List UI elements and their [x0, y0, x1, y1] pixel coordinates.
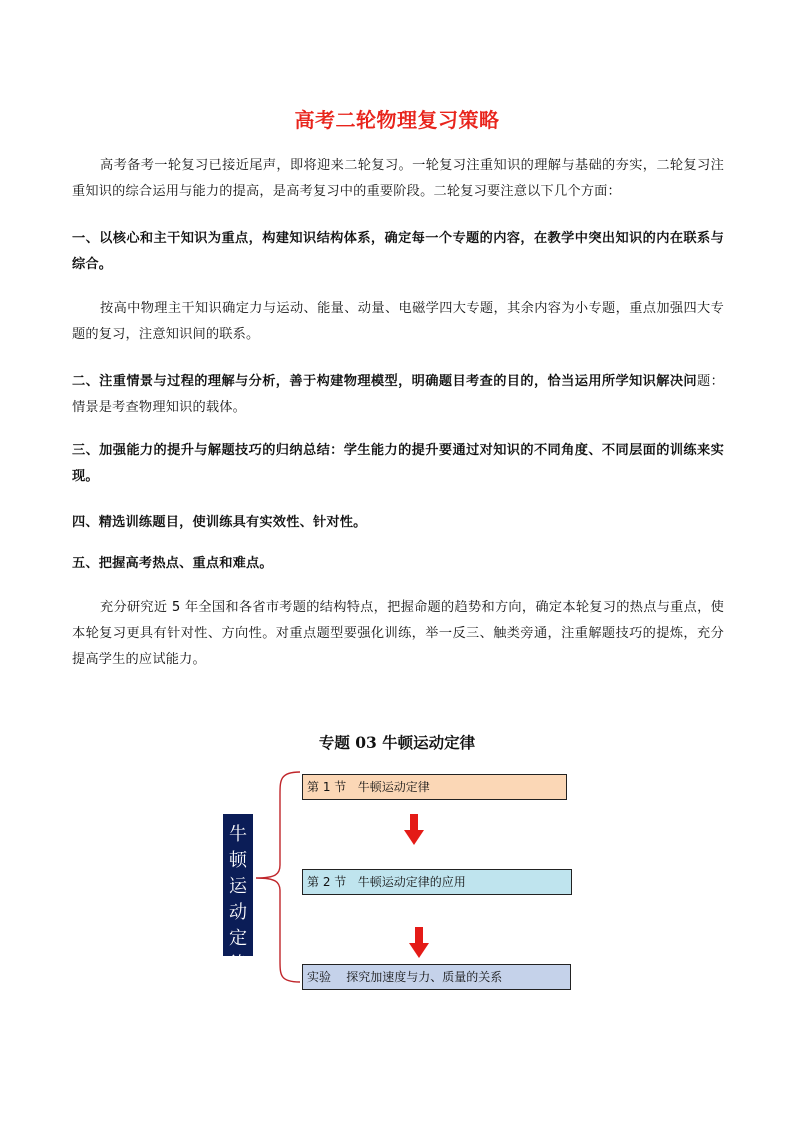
down-arrow-icon: [404, 814, 424, 846]
section-box-3: 实验 探究加速度与力、质量的关系: [302, 964, 571, 990]
point5: 五、把握高考热点、重点和难点。: [72, 556, 273, 571]
vertical-char: 顿: [229, 850, 247, 871]
point3: 三、加强能力的提升与解题技巧的归纳总结：学生能力的提升要通过对知识的不同角度、不同层面的训练来实现。: [72, 443, 724, 484]
point2-heading: 二、注重情景与过程的理解与分析，善于构建物理模型，明确题目考查的目的，恰当运用所学知识解决问: [72, 374, 698, 389]
point1-body: 按高中物理主干知识确定力与运动、能量、动量、电磁学四大专题，其余内容为小专题，重点加强四大专题的复习，注意知识间的联系。: [72, 301, 724, 342]
vertical-char: 运: [229, 876, 247, 897]
closing-paragraph: 充分研究近 5 年全国和各省市考题的结构特点，把握命题的趋势和方向，确定本轮复习的热点与重点，使本轮复习更具有针对性、方向性。对重点题型要强化训练，举一反三、触类旁通，注重解题技巧的提炼，充分提高学生的应试能力。: [72, 600, 724, 667]
vertical-char: 牛: [229, 824, 247, 845]
vertical-char: 定: [229, 928, 247, 949]
document-title: 高考二轮物理复习策略: [294, 108, 500, 132]
vertical-char: 动: [229, 902, 247, 923]
down-arrow-icon: [409, 927, 429, 959]
point1-heading: 一、以核心和主干知识为重点，构建知识结构体系，确定每一个专题的内容，在教学中突出知识的内在联系与综合。: [72, 231, 724, 272]
brace-connector: [254, 770, 304, 985]
section-box-2: 第 2 节 牛顿运动定律的应用: [302, 869, 572, 895]
point2: [72, 369, 724, 421]
point4: 四、精选训练题目，使训练具有实效性、针对性。: [72, 515, 367, 530]
intro-paragraph: 高考备考一轮复习已接近尾声，即将迎来二轮复习。一轮复习注重知识的理解与基础的夯实，二轮复习注重知识的综合运用与能力的提高，是高考复习中的重要阶段。二轮复习要注意以下几个方面：: [72, 158, 724, 199]
diagram-title: 专题 03 牛顿运动定律: [318, 733, 476, 752]
section-box-1: 第 1 节 牛顿运动定律: [302, 774, 567, 800]
vertical-label-box: [223, 814, 253, 975]
vertical-char: 律: [229, 954, 247, 975]
point2-tail: 题：情景是考查物理知识的载体。: [72, 374, 724, 415]
